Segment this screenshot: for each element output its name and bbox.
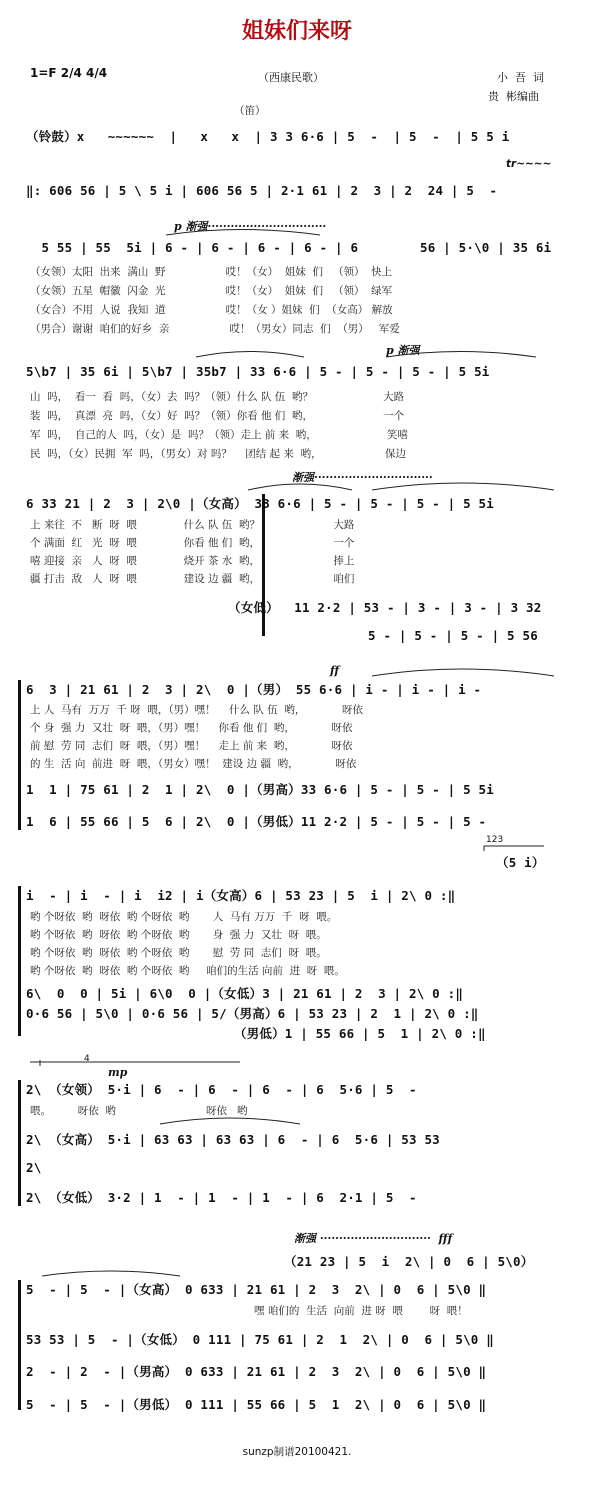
volta-number: 4 (84, 1054, 90, 1064)
key-signature: 1=F 2/4 4/4 (30, 66, 108, 80)
dynamic-marking: ff (330, 664, 340, 677)
system-bracket (18, 1080, 21, 1206)
system-bracket (18, 1280, 21, 1410)
dynamic-marking: 渐强······························· (292, 471, 433, 484)
song-title: 姐妹们来呀 (241, 19, 352, 44)
lyric-line: 上 来往 不 断 呀 喂 什么 队 伍 哟？ 大路 (30, 519, 355, 531)
dynamic-marking: mp (108, 1066, 128, 1079)
staff-line: 2\ （女领） 5·i | 6 - | 6 - | 6 - | 6 5·6 | 5 - (26, 1082, 417, 1097)
lyric-line: 民 吗，（女）民拥 军 吗，（男女）对 吗？ 团结 起 来 哟， 保边 (30, 448, 406, 460)
lyric-line: （男合）谢谢 咱们的好乡 亲 哎！（男女）同志 们 （男） 军爱 (30, 323, 400, 335)
staff-line: ‖: 606 56 | 5 \ 5 i | 606 56 5 | 2·1 61 | 2 3 | 2 24 | 5 - (26, 183, 498, 198)
staff-line: 6\ 0 0 | 5i | 6\0 0 |（女低）3 | 21 61 | 2 3 | 2\ 0 :‖ (26, 986, 464, 1001)
staff-line: 6 3 | 21 61 | 2 3 | 2\ 0 |（男） 55 6·6 | i - | i - | i - (26, 682, 482, 697)
arranger-credit: 贵 彬编曲 (488, 90, 539, 103)
staff-line: （铃鼓）x ~~~~~~ | x x | 3 3 6·6 | 5 - | 5 - | 5 5 i (26, 129, 510, 144)
staff-line: 2 - | 2 - |（男高） 0 633 | 21 61 | 2 3 2\ | 0 6 | 5\0 ‖ (26, 1364, 487, 1379)
lyric-line: 嘿 咱们的 生活 向前 进 呀 喂 呀 喂！ (254, 1305, 468, 1317)
lyric-line: 哟 个呀依 哟 呀依 哟 个呀依 哟 咱们的生活 向前 进 呀 喂。 (30, 965, 345, 977)
staff-line: （男低）1 | 55 66 | 5 1 | 2\ 0 :‖ (234, 1026, 486, 1041)
genre-label: （西康民歌） (258, 71, 324, 84)
lyric-line: 军 吗， 自己的人 吗，（女）是 吗？（领）走上 前 来 哟， 笑嘻 (30, 429, 408, 441)
staff-line: 2\ （女低） 3·2 | 1 - | 1 - | 1 - | 6 2·1 | 5 - (26, 1190, 417, 1205)
lyric-line: 装 吗， 真漂 亮 吗，（女）好 吗？（领）你看 他 们 哟， 一个 (30, 410, 405, 422)
system-bracket (18, 886, 21, 1036)
lyric-line: 哟 个呀依 哟 呀依 哟 个呀依 哟 人 马有 万万 千 呀 喂。 (30, 911, 338, 923)
lyric-line: 喂。 呀依 哟 呀依 哟 (30, 1105, 248, 1117)
volta-number: 123 (486, 835, 504, 845)
lyric-line: 前 慰 劳 同 志们 呀 喂，（男）嘿！ 走上 前 来 哟， 呀依 (30, 740, 353, 752)
lyric-line: 疆 打击 敌 人 呀 喂 建设 边 疆 哟， 咱们 (30, 573, 355, 585)
volta-bracket-1 (484, 846, 544, 851)
volta-notes: （5 i） (496, 855, 545, 870)
lyric-line: 哟 个呀依 哟 呀依 哟 个呀依 哟 身 强 力 又壮 呀 喂。 (30, 929, 327, 941)
staff-line: 53 53 | 5 - |（女低） 0 111 | 75 61 | 2 1 2\ | 0 6 | 5\0 ‖ (26, 1332, 494, 1347)
lyric-line: 个 身 强 力 又壮 呀 喂，（男）嘿！ 你看 他 们 哟， 呀依 (30, 722, 353, 734)
lyric-line: 个 满面 红 光 呀 喂 你看 他 们 哟， 一个 (30, 537, 355, 549)
staff-line: 0·6 56 | 5\0 | 0·6 56 | 5/（男高）6 | 53 23 | 2 1 | 2\ 0 :‖ (26, 1006, 479, 1021)
staff-line: 5 55 | 55 5i | 6 - | 6 - | 6 - | 6 - | 6 56 | 5·\0 | 35 6i (26, 240, 552, 255)
staff-line: 2\ （女高） 5·i | 63 63 | 63 63 | 6 - | 6 5·6 | 53 53 (26, 1132, 440, 1147)
lyric-line: 上 人 马有 万万 千 呀 喂，（男）嘿！ 什么 队 伍 哟， 呀依 (30, 704, 364, 716)
lyric-line: （女领）五星 帽徽 闪金 光 哎！（女） 姐妹 们 （领） 绿军 (30, 285, 393, 297)
dynamic-marking: p 渐强 (386, 344, 420, 357)
staff-line: 5 - | 5 - | 5 - | 5 56 (368, 628, 538, 643)
staff-line: 1 1 | 75 61 | 2 1 | 2\ 0 |（男高）33 6·6 | 5 - | 5 - | 5 5i (26, 782, 494, 797)
dynamic-marking: p 渐强······························· (174, 220, 327, 233)
staff-line: （21 23 | 5 i 2\ | 0 6 | 5\0） (284, 1254, 534, 1269)
staff-line: 6 33 21 | 2 3 | 2\0 |（女高） 33 6·6 | 5 - | 5 - | 5 - | 5 5i (26, 496, 494, 511)
lyric-line: 嘻 迎接 亲 人 呀 喂 烧开 茶 水 哟， 捧上 (30, 555, 355, 567)
footer-credit: sunzp制谱20100421. (242, 1446, 352, 1458)
lyric-line: 的 生 活 向 前进 呀 喂，（男女）嘿！ 建设 边 疆 哟， 呀依 (30, 758, 357, 770)
staff-line: i - | i - | i i2 | i（女高）6 | 53 23 | 5 i | 2\ 0 :‖ (26, 888, 456, 903)
flute-label: （笛） (234, 105, 266, 117)
staff-line: 1 6 | 55 66 | 5 6 | 2\ 0 |（男低）11 2·2 | 5 - | 5 - | 5 - (26, 814, 487, 829)
staff-line: 2\ (26, 1160, 42, 1175)
lyric-line: 哟 个呀依 哟 呀依 哟 个呀依 哟 慰 劳 同 志们 呀 喂。 (30, 947, 327, 959)
trill-mark: tr~~~~ (506, 158, 552, 170)
system-bracket (18, 680, 21, 830)
dynamic-marking: 渐强 ····························· fff (294, 1232, 453, 1245)
lyric-line: （女领）太阳 出来 满山 野 哎！（女） 姐妹 们 （领） 快上 (30, 266, 393, 278)
lyric-line: （女合）不用 人说 我知 道 哎！（女 ）姐妹 们 （女高） 解放 (30, 304, 393, 316)
staff-line: 5 - | 5 - |（男低） 0 111 | 55 66 | 5 1 2\ | 0 6 | 5\0 ‖ (26, 1397, 487, 1412)
lyric-line: 山 吗， 看一 看 吗，（女）去 吗？（领）什么 队 伍 哟？ 大路 (30, 391, 405, 403)
staff-line: 5 - | 5 - |（女高） 0 633 | 21 61 | 2 3 2\ | 0 6 | 5\0 ‖ (26, 1282, 487, 1297)
lyricist-credit: 小 吾 词 (497, 71, 544, 84)
system-bracket (262, 494, 265, 636)
staff-line: 5\b7 | 35 6i | 5\b7 | 35b7 | 33 6·6 | 5 - | 5 - | 5 - | 5 5i (26, 364, 490, 379)
staff-line: （女低） 11 2·2 | 53 - | 3 - | 3 - | 3 32 (228, 600, 542, 615)
